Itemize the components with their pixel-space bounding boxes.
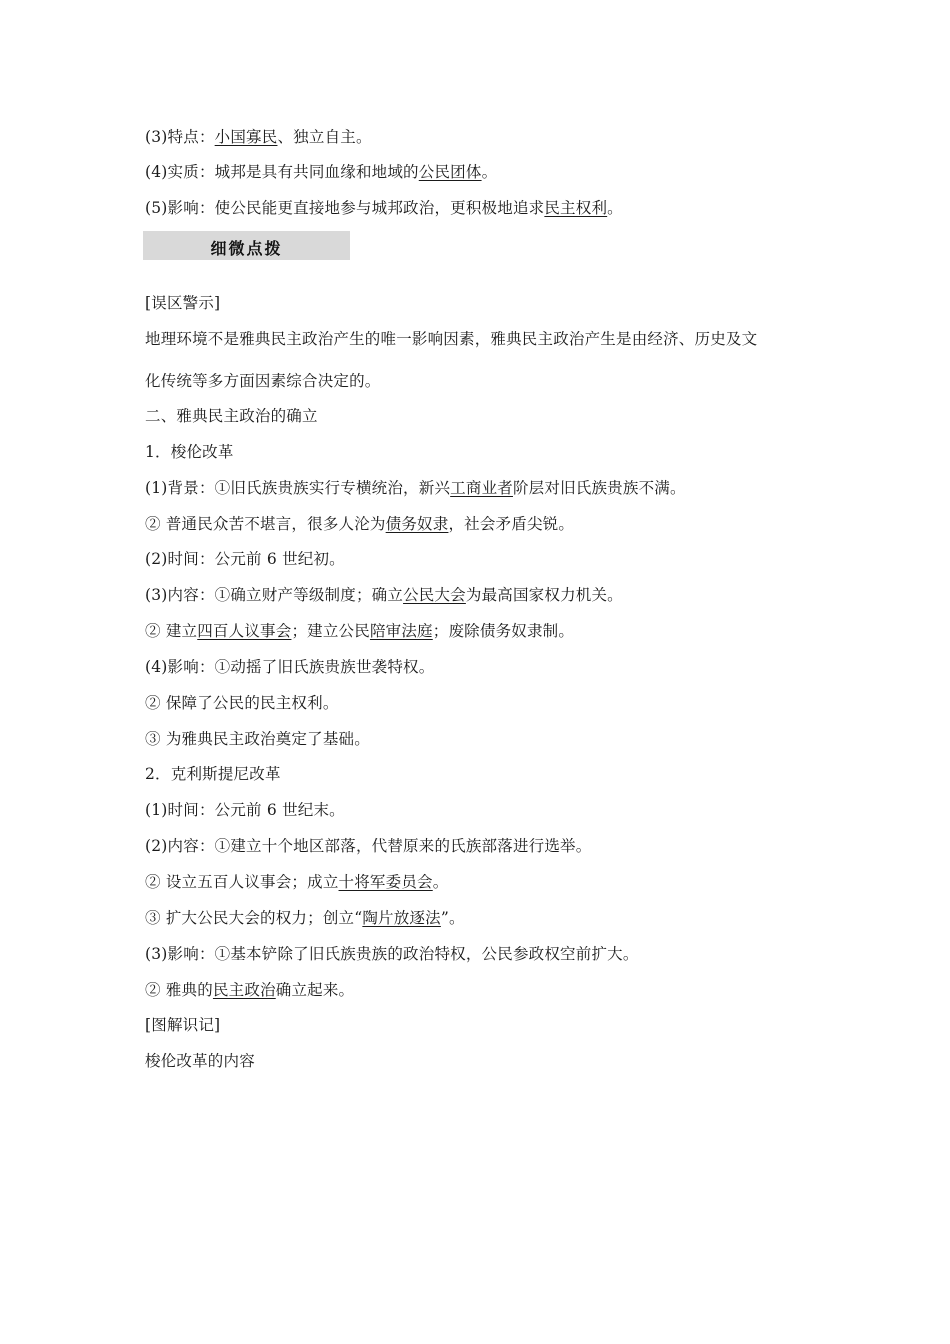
keyword-underlined: 小国寡民 <box>214 128 278 146</box>
diagram-caption: 梭伦改革的内容 <box>145 1052 255 1070</box>
tips-banner <box>143 231 350 260</box>
solon-background-1: (1)背景：①旧氏族贵族实行专横统治，新兴工商业者阶层对旧氏族贵族不满。 <box>145 479 686 497</box>
warning-paragraph-2: 化传统等多方面因素综合决定的。 <box>145 372 381 390</box>
keyword-underlined: 公民大会 <box>403 586 466 604</box>
essence-line: (4)实质：城邦是具有共同血缘和地域的公民团体。 <box>145 163 498 181</box>
solon-content-1: (3)内容：①确立财产等级制度；确立公民大会为最高国家权力机关。 <box>145 586 623 604</box>
solon-content-2: ② 建立四百人议事会；建立公民陪审法庭；废除债务奴隶制。 <box>145 622 575 640</box>
diagram-title: [图解识记] <box>145 1016 221 1034</box>
solon-background-2: ② 普通民众苦不堪言，很多人沦为债务奴隶，社会矛盾尖锐。 <box>145 515 575 533</box>
solon-influence-3: ③ 为雅典民主政治奠定了基础。 <box>145 730 370 748</box>
cleisthenes-title: 2．克利斯提尼改革 <box>145 765 281 783</box>
solon-time: (2)时间：公元前 6 世纪初。 <box>145 550 345 568</box>
trait-line: (3)特点：小国寡民、独立自主。 <box>145 128 372 146</box>
cleisthenes-content-3: ③ 扩大公民大会的权力；创立“陶片放逐法”。 <box>145 909 465 927</box>
keyword-underlined: 民主政治 <box>212 981 276 999</box>
cleisthenes-influence-2: ② 雅典的民主政治确立起来。 <box>145 981 355 999</box>
solon-influence-2: ② 保障了公民的民主权利。 <box>145 694 339 712</box>
keyword-underlined: 四百人议事会 <box>197 622 292 640</box>
keyword-underlined: 陶片放逐法 <box>362 909 441 927</box>
cleisthenes-influence-1: (3)影响：①基本铲除了旧氏族贵族的政治特权，公民参政权空前扩大。 <box>145 945 639 963</box>
cleisthenes-time: (1)时间：公元前 6 世纪末。 <box>145 801 345 819</box>
cleisthenes-content-2: ② 设立五百人议事会；成立十将军委员会。 <box>145 873 449 891</box>
banner-label: 细微点拨 <box>210 239 283 258</box>
solon-title: 1．梭伦改革 <box>145 443 234 461</box>
keyword-underlined: 民主权利 <box>544 199 608 217</box>
solon-influence-1: (4)影响：①动摇了旧氏族贵族世袭特权。 <box>145 658 435 676</box>
keyword-underlined: 十将军委员会 <box>338 873 433 891</box>
keyword-underlined: 工商业者 <box>450 479 513 497</box>
cleisthenes-content-1: (2)内容：①建立十个地区部落，代替原来的氏族部落进行选举。 <box>145 837 592 855</box>
keyword-underlined: 公民团体 <box>418 163 482 181</box>
keyword-underlined: 陪审法庭 <box>369 622 433 640</box>
section-heading: 二、雅典民主政治的确立 <box>145 407 318 425</box>
warning-title: [误区警示] <box>145 294 221 312</box>
warning-paragraph-1: 地理环境不是雅典民主政治产生的唯一影响因素，雅典民主政治产生是由经济、历史及文 <box>145 330 758 348</box>
influence-line: (5)影响：使公民能更直接地参与城邦政治，更积极地追求民主权利。 <box>145 199 623 217</box>
keyword-underlined: 债务奴隶 <box>385 515 449 533</box>
